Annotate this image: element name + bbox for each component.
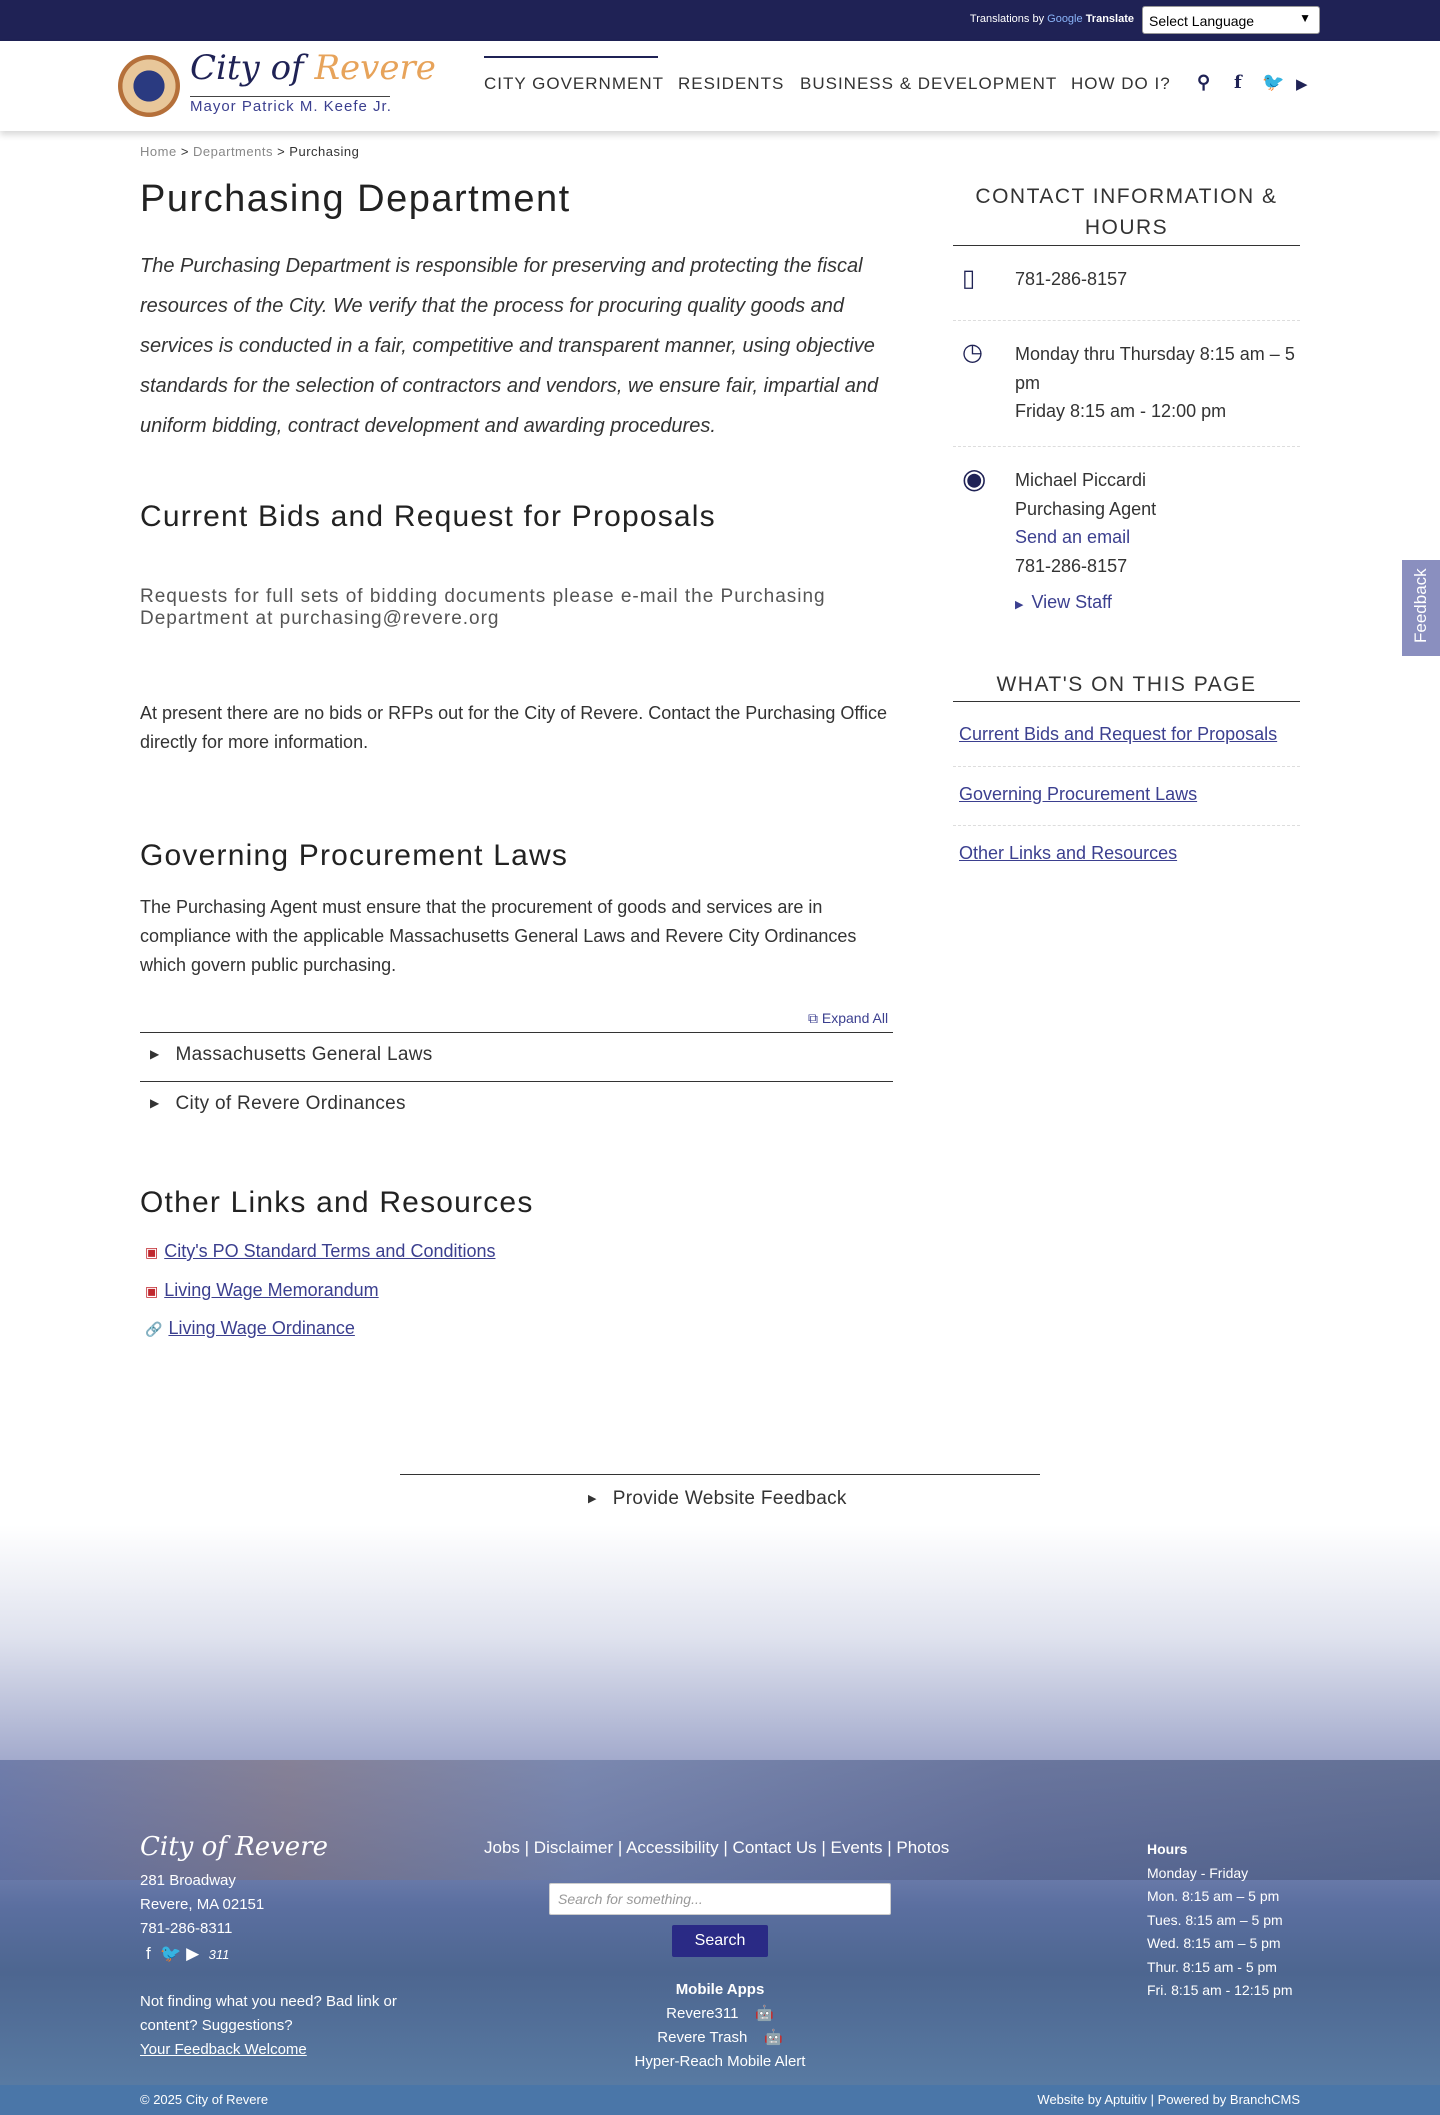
feedback-tab[interactable] <box>1402 560 1440 656</box>
living-wage-ordinance-link[interactable]: Living Wage Ordinance <box>168 1318 355 1338</box>
youtube-icon[interactable]: ▶ <box>186 1944 200 1963</box>
link-item <box>145 1280 379 1301</box>
nav-active-indicator <box>484 56 658 58</box>
link-icon: 🔗 <box>145 1321 163 1337</box>
twitter-icon[interactable]: 🐦 <box>1262 72 1285 92</box>
credits-sep: | <box>1150 2092 1155 2107</box>
youtube-icon[interactable]: ▶ <box>1296 76 1308 93</box>
feedback-toggle-label: Provide Website Feedback <box>612 1488 847 1509</box>
app-hyper-reach[interactable]: Hyper-Reach Mobile Alert <box>634 2053 806 2070</box>
footer-link-contact[interactable]: Contact Us <box>732 1838 817 1857</box>
language-select[interactable] <box>1142 6 1320 34</box>
laws-heading: Governing Procurement Laws <box>140 839 569 872</box>
bids-heading: Current Bids and Request for Proposals <box>140 500 716 533</box>
translate-label: Translate <box>1085 13 1134 25</box>
android-icon[interactable]: 🤖 <box>764 2029 783 2046</box>
nav-business-development[interactable]: BUSINESS & DEVELOPMENT <box>800 74 1058 93</box>
user-icon: ◉ <box>962 463 987 494</box>
credits <box>1037 2092 1300 2107</box>
hours-line: Wed. 8:15 am – 5 pm <box>1147 1935 1281 1951</box>
footer-search-button[interactable]: Search <box>672 1925 768 1957</box>
footer-feedback <box>140 1990 420 2062</box>
search-icon[interactable]: ⚲ <box>1197 72 1211 92</box>
breadcrumb-current: Purchasing <box>289 144 360 159</box>
divider <box>400 1474 1040 1475</box>
credit-branchcms[interactable]: Powered by BranchCMS <box>1157 2092 1300 2107</box>
footer-phone: 781-286-8311 <box>140 1920 233 1937</box>
nav-city-government[interactable]: CITY GOVERNMENT <box>484 74 664 93</box>
divider <box>953 766 1300 767</box>
nav-how-do-i[interactable]: HOW DO I? <box>1071 74 1171 93</box>
language-value: Select Language <box>1149 13 1255 29</box>
pdf-icon: ▣ <box>145 1244 159 1260</box>
mayor-name: Mayor Patrick M. Keefe Jr. <box>190 98 392 115</box>
footer-logo[interactable]: City of Revere <box>140 1832 329 1862</box>
contact-heading: CONTACT INFORMATION & HOURS <box>975 185 1278 239</box>
facebook-icon[interactable]: f <box>146 1944 151 1963</box>
divider <box>953 825 1300 826</box>
footer-hours <box>1147 1838 1293 2003</box>
divider <box>953 245 1300 246</box>
nav-residents[interactable]: RESIDENTS <box>678 74 785 93</box>
accordion-label: Massachusetts General Laws <box>175 1044 433 1065</box>
footer-search-input[interactable] <box>549 1883 891 1915</box>
accordion-label: City of Revere Ordinances <box>175 1093 406 1114</box>
breadcrumb-sep: > <box>180 144 189 159</box>
footer-address <box>140 1869 264 1941</box>
caret-right-icon: ▶ <box>150 1047 160 1061</box>
logo-city: City of <box>190 48 304 88</box>
hours-fri: Friday 8:15 am - 12:00 pm <box>1015 401 1227 421</box>
address-city: Revere, MA 02151 <box>140 1896 265 1913</box>
toc-link-resources[interactable]: Other Links and Resources <box>959 843 1178 863</box>
breadcrumb-departments[interactable]: Departments <box>193 144 273 159</box>
page-title: Purchasing Department <box>140 178 571 220</box>
footer-social <box>146 1944 229 1964</box>
pdf-icon: ▣ <box>145 1283 159 1299</box>
app-name: Revere311 <box>666 2005 739 2022</box>
office-hours <box>1015 340 1305 426</box>
accordion-mass-laws[interactable] <box>150 1044 433 1066</box>
caret-right-icon: ▶ <box>588 1493 597 1505</box>
translations-by: Translations by <box>969 13 1045 25</box>
staff-contact <box>1015 466 1305 620</box>
staff-name: Michael Piccardi <box>1015 470 1147 490</box>
hours-line: Thur. 8:15 am - 5 pm <box>1147 1958 1277 1975</box>
footer-link-jobs[interactable]: Jobs <box>484 1838 520 1857</box>
footer-link-events[interactable]: Events <box>830 1838 883 1857</box>
living-wage-memo-link[interactable]: Living Wage Memorandum <box>164 1280 379 1300</box>
caret-right-icon: ▶ <box>1015 599 1024 611</box>
divider <box>953 446 1300 447</box>
po-terms-link[interactable]: City's PO Standard Terms and Conditions <box>164 1241 496 1261</box>
site-logo[interactable] <box>190 48 436 88</box>
address-street: 281 Broadway <box>140 1872 236 1889</box>
hours-line: Mon. 8:15 am – 5 pm <box>1147 1888 1280 1904</box>
hours-line: Monday - Friday <box>1147 1864 1249 1881</box>
divider <box>140 1032 893 1033</box>
logo-revere: Revere <box>314 48 436 88</box>
hours-line: Fri. 8:15 am - 12:15 pm <box>1147 1982 1293 1998</box>
link-item <box>145 1318 355 1339</box>
footer-link-photos[interactable]: Photos <box>896 1838 950 1857</box>
android-icon[interactable]: 🤖 <box>755 2005 774 2022</box>
bids-none-text: At present there are no bids or RFPs out for the City of Revere. Contact the Purchasing Office directly for more information. <box>140 703 888 752</box>
hours-heading: Hours <box>1147 1841 1188 1857</box>
app-revere-trash <box>570 2026 870 2050</box>
view-staff-button[interactable] <box>1015 588 1305 620</box>
contact-phone: 781-286-8157 <box>1015 269 1128 289</box>
caret-right-icon: ▶ <box>150 1096 160 1110</box>
divider <box>140 1081 893 1082</box>
staff-phone: 781-286-8157 <box>1015 555 1128 576</box>
search-placeholder: Search for something... <box>558 1891 703 1907</box>
google-logo: Google <box>1047 13 1083 25</box>
accordion-ordinances[interactable] <box>150 1093 406 1115</box>
translate-credit <box>970 13 1134 25</box>
phone-icon: ▯ <box>962 265 976 292</box>
divider <box>190 96 390 97</box>
apps-heading: Mobile Apps <box>675 1981 765 1998</box>
copyright: © 2025 City of Revere <box>140 2092 269 2107</box>
app-revere311 <box>570 2002 870 2026</box>
laws-text: The Purchasing Agent must ensure that the procurement of goods and services are in compliance with the applicable Massachusetts General Laws and Revere City Ordinances which govern public purchasing. <box>140 897 857 975</box>
not-finding-text: Not finding what you need? Bad link or content? Suggestions? <box>140 1993 397 2034</box>
credit-aptuitiv[interactable]: Website by Aptuitiv <box>1037 2092 1148 2107</box>
send-email-link[interactable]: Send an email <box>1015 527 1131 547</box>
divider <box>953 320 1300 321</box>
toc-link-laws[interactable]: Governing Procurement Laws <box>959 784 1198 804</box>
breadcrumb-sep: > <box>277 144 286 159</box>
bids-request-text: Requests for full sets of bidding documents please e-mail the Purchasing Department at purchasing@revere.org <box>140 586 826 629</box>
city-seal-logo[interactable] <box>118 55 180 117</box>
breadcrumb-home[interactable]: Home <box>140 144 177 159</box>
toc-link-bids[interactable]: Current Bids and Request for Proposals <box>959 724 1278 744</box>
expand-all-label: Expand All <box>821 1010 889 1026</box>
intro-text: The Purchasing Department is responsible for preserving and protecting the fiscal resources of the City. We verify that the process for procuring quality goods and services is conducted in a fair, competitive and transparent manner, using objective standards for the selection of contractors and vendors, we ensure fair, impartial and uniform bidding, contract development and awarding procedures. <box>140 255 879 437</box>
facebook-icon[interactable]: f <box>1234 72 1242 93</box>
clock-icon: ◷ <box>962 339 983 366</box>
breadcrumb <box>140 144 359 159</box>
links-heading: Other Links and Resources <box>140 1186 534 1219</box>
feedback-welcome-link[interactable]: Your Feedback Welcome <box>140 2041 307 2058</box>
footer-link-disclaimer[interactable]: Disclaimer <box>533 1838 614 1857</box>
link-item <box>145 1241 496 1262</box>
link-311[interactable]: 311 <box>208 1947 230 1962</box>
feedback-toggle[interactable] <box>588 1488 847 1510</box>
footer-links: Jobs | Disclaimer | Accessibility | Contact Us | Events | Photos <box>484 1838 950 1857</box>
expand-all-button[interactable] <box>808 1010 888 1027</box>
mobile-apps <box>570 1978 870 2074</box>
divider <box>953 701 1300 702</box>
app-name: Revere Trash <box>657 2029 748 2046</box>
feedback-tab-label: Feedback <box>1411 568 1430 643</box>
twitter-icon[interactable]: 🐦 <box>160 1944 182 1963</box>
expand-icon: ⧉ <box>808 1010 818 1026</box>
view-staff-label: View Staff <box>1031 592 1112 612</box>
hours-line: Tues. 8:15 am – 5 pm <box>1147 1911 1283 1928</box>
hours-mon-thu: Monday thru Thursday 8:15 am – 5 pm <box>1015 344 1295 393</box>
footer-link-accessibility[interactable]: Accessibility <box>626 1838 719 1857</box>
toc-heading: WHAT'S ON THIS PAGE <box>996 673 1257 696</box>
chevron-down-icon: ▼ <box>1299 11 1311 25</box>
staff-role: Purchasing Agent <box>1015 498 1157 519</box>
